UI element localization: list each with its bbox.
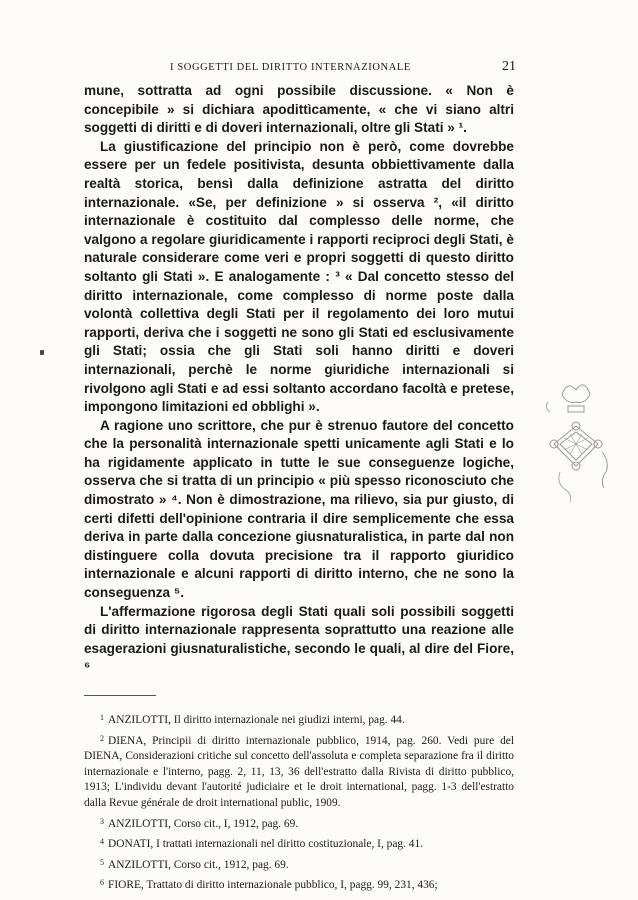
footnote-separator [84,695,156,696]
margin-speck [40,350,44,355]
footnotes [84,710,514,894]
footnote-text: ANZILOTTI, Corso cit., I, 1912, pag. 69. [108,817,299,830]
footnote-number: 6 [100,878,104,888]
book-page [84,58,514,894]
page-number: 21 [502,59,516,74]
footnote-text: ANZILOTTI, Corso cit., 1912, pag. 69. [108,858,289,871]
footnote-number: 5 [100,857,104,867]
paragraph: L'affermazione rigorosa degli Stati quali soli possibili soggetti di diritto internazionale rappresenta soprattutto una reazione alle esagerazioni giusnaturalistiche, secondo le quali, al dire del Fiore, ⁶ [84,603,514,675]
paragraph: A ragione uno scrittore, che pur è strenuo fautore del concetto che la personalità internazionale spetti unicamente agli Stati e lo ha rigidamente applicato in tutte le sue conseguenze logiche, osserva che si tratta di un principio « più spesso riconosciuto che dimostrato » ⁴. Non è dimostrazione, ma rilievo, sia pur giusto, di certi difetti dell'opinione contraria il dire semplicemente che essa deriva in parte dalla concezione giusnaturalistica, in parte dal non distinguere colla dovuta precisione tra il rapporto giuridico internazionale e alcuni rapporti di diritto interno, che ne sono la conseguenza ⁵. [84,417,514,601]
footnote-number: 1 [100,713,104,722]
library-stamp-icon [540,372,616,540]
footnote [84,731,514,812]
footnote [84,875,514,894]
footnote [84,855,514,874]
footnote-number: 3 [100,816,104,826]
footnote-text: DIENA, Principii di diritto internazionale pubblico, 1914, pag. 260. Vedi pure del DIENA, Considerazioni critiche sul concetto dell'assoluta e completa separazione fra il diritto internazionale e l'interno, pagg. 2, 11, 13, 36 dell'estratto dalla Rivista di diritto pubblico, 1913; L'individu devant l'autorité judiciaire et le droit international, pagg. 1-3 dell'estratto dalla Revue générale de droit international public, 1909. [84,734,514,809]
footnote-text: ANZILOTTI, Il diritto internazionale nei giudizi interni, pag. 44. [108,714,405,726]
body-text [84,82,514,677]
footnote-number: 2 [100,733,104,743]
paragraph-continuation: mune, sottratta ad ogni possibile discussione. « Non è concepibile » si dichiara apodittìcamente, « che vi siano altri soggetti di diritti e di doveri internazionali, oltre gli Stati » ¹. [84,83,514,136]
running-head [84,58,514,80]
running-title: I SOGGETTI DEL DIRITTO INTERNAZIONALE [170,62,411,73]
footnote [84,814,514,833]
paragraph: La giustificazione del principio non è però, come dovrebbe essere per un fedele positivista, desunta obbiettivamente dalla realtà storica, bensì dalla definizione astratta del diritto internazionale. «Se, per definizione » si osserva ², «il diritto internazionale è costituito dal complesso delle norme, che valgono a regolare giuridicamente i rapporti reciproci degli Stati, è naturale considerare come veri e propri soggetti di questo diritto soltanto gli Stati ». E analogamente : ³ « Dal concetto stesso del diritto internazionale, come complesso di norme poste dalla volontà collettiva degli Stati per il regolamento dei loro mutui rapporti, deriva che i soggetti ne sono gli Stati ed esclusivamente gli Stati; ossia che gli Stati soli hanno diritti e doveri internazionali, perchè le norme giuridiche internazionali si rivolgono agli Stati e ad essi soltanto accordano facoltà e pretese, impongono limitazioni ed obblighi ». [84,138,514,415]
footnote [84,710,514,729]
footnote-text: DONATI, I trattati internazionali nel diritto costituzionale, I, pag. 41. [108,838,424,851]
footnote [84,834,514,853]
footnote-number: 4 [100,837,104,847]
footnote-text: FIORE, Trattato di diritto internazionale pubblico, I, pagg. 99, 231, 436; [108,879,438,892]
